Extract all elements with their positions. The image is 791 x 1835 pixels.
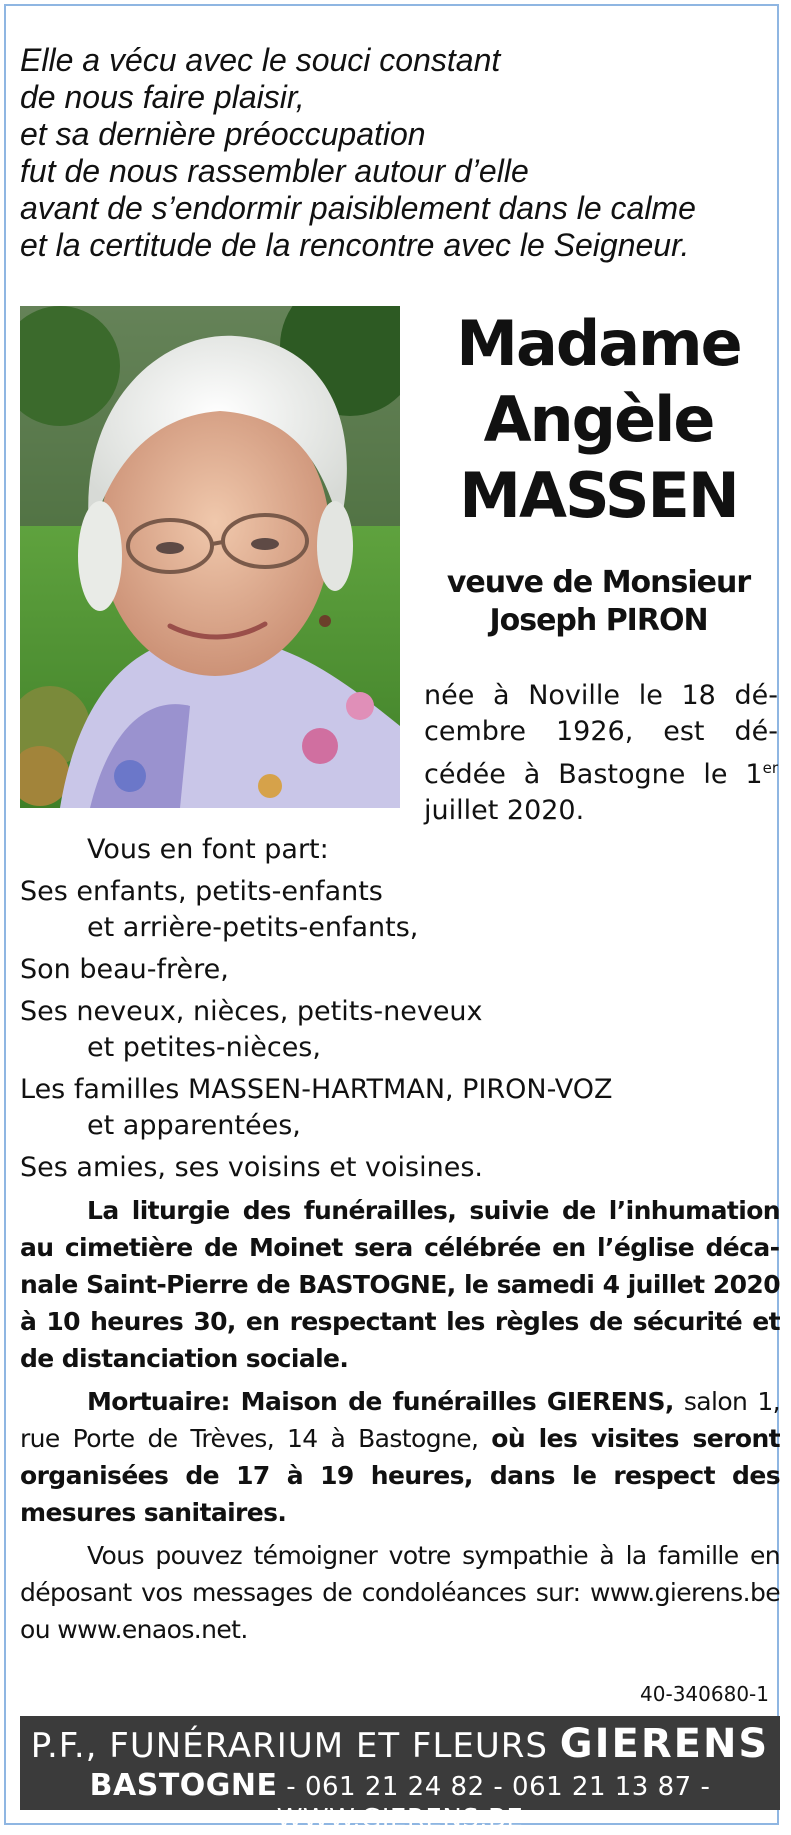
name-title: Madame: [456, 307, 741, 380]
family-line: et arrière-petits-enfants,: [87, 912, 419, 943]
mortuary-paragraph: [20, 1383, 780, 1531]
quote-line: et sa dernière préoccupation: [20, 116, 426, 152]
banner-city: BASTOGNE: [89, 1768, 278, 1803]
widow-line: Joseph PIRON: [489, 603, 708, 638]
banner-brand: GIERENS: [559, 1721, 770, 1767]
reference-number: 40-340680-1: [640, 1682, 769, 1706]
banner-contacts: - 061 21 24 82 - 061 21 13 87 - WWW.GIERENS.BE: [276, 1772, 711, 1834]
family-line: Les familles MASSEN-HARTMAN, PIRON-VOZ: [20, 1074, 613, 1105]
memorial-quote: [20, 42, 780, 264]
birth-death-info: [424, 678, 778, 829]
banner-prefix: P.F., FUNÉRARIUM ET FLEURS: [30, 1726, 560, 1766]
quote-line: de nous faire plaisir,: [20, 79, 305, 115]
condolences-paragraph: [20, 1537, 780, 1648]
condolences-text: Vous pouvez témoigner votre sympathie à la famille en déposant vos messages de condoléances sur: www.gierens.be ou www.enaos.net.: [20, 1541, 780, 1644]
death-date-tail: juillet 2020.: [424, 795, 585, 826]
family-line: et apparentées,: [87, 1110, 301, 1141]
mortuary-visits: où les visites seront organisées de 17 à 19 heures, dans le respect des mesures sanitaires.: [20, 1424, 780, 1527]
deceased-name: [416, 306, 781, 534]
funeral-text: La liturgie des funérailles, suivie de l’inhumation au cimetière de Moinet sera célébrée en l’église décanale Saint-Pierre de BASTOGNE, le samedi 4 juillet 2020 à 10 heures 30, en respectant les règles de sécurité et de distanciation sociale.: [20, 1196, 780, 1373]
family-intro: Vous en font part:: [87, 834, 329, 865]
name-first: Angèle: [483, 383, 714, 456]
mortuary-label: Mortuaire: Maison de funérailles GIERENS,: [87, 1387, 674, 1416]
quote-line: fut de nous rassembler autour d’elle: [20, 153, 529, 189]
family-line: Ses enfants, petits-enfants: [20, 876, 383, 907]
banner-line-1: [20, 1721, 780, 1767]
mortuary-address: salon 1, rue Porte de Trèves, 14 à Bastogne,: [20, 1387, 780, 1453]
family-line: Ses amies, ses voisins et voisines.: [20, 1152, 483, 1183]
quote-line: avant de s’endormir paisiblement dans le calme: [20, 190, 696, 226]
portrait-photo: [20, 306, 400, 808]
birth-death-text: née à Noville le 18 décembre 1926, est décédée à Bastogne le 1: [424, 680, 778, 790]
quote-line: et la certitude de la rencontre avec le Seigneur.: [20, 227, 690, 263]
funeral-home-banner: [20, 1716, 780, 1834]
widow-line: veuve de Monsieur: [446, 565, 751, 600]
family-line: Son beau-frère,: [20, 954, 229, 985]
widow-of: [416, 564, 781, 640]
banner-line-2: [20, 1770, 780, 1835]
quote-line: Elle a vécu avec le souci constant: [20, 42, 501, 78]
announcement-body: [20, 832, 780, 1648]
obituary-notice: [4, 4, 780, 1834]
family-line: et petites-nièces,: [87, 1032, 321, 1063]
name-last: MASSEN: [459, 459, 738, 532]
funeral-paragraph: [20, 1192, 780, 1377]
family-line: Ses neveux, nièces, petits-neveux: [20, 996, 483, 1027]
ordinal-superscript: er: [762, 759, 778, 777]
